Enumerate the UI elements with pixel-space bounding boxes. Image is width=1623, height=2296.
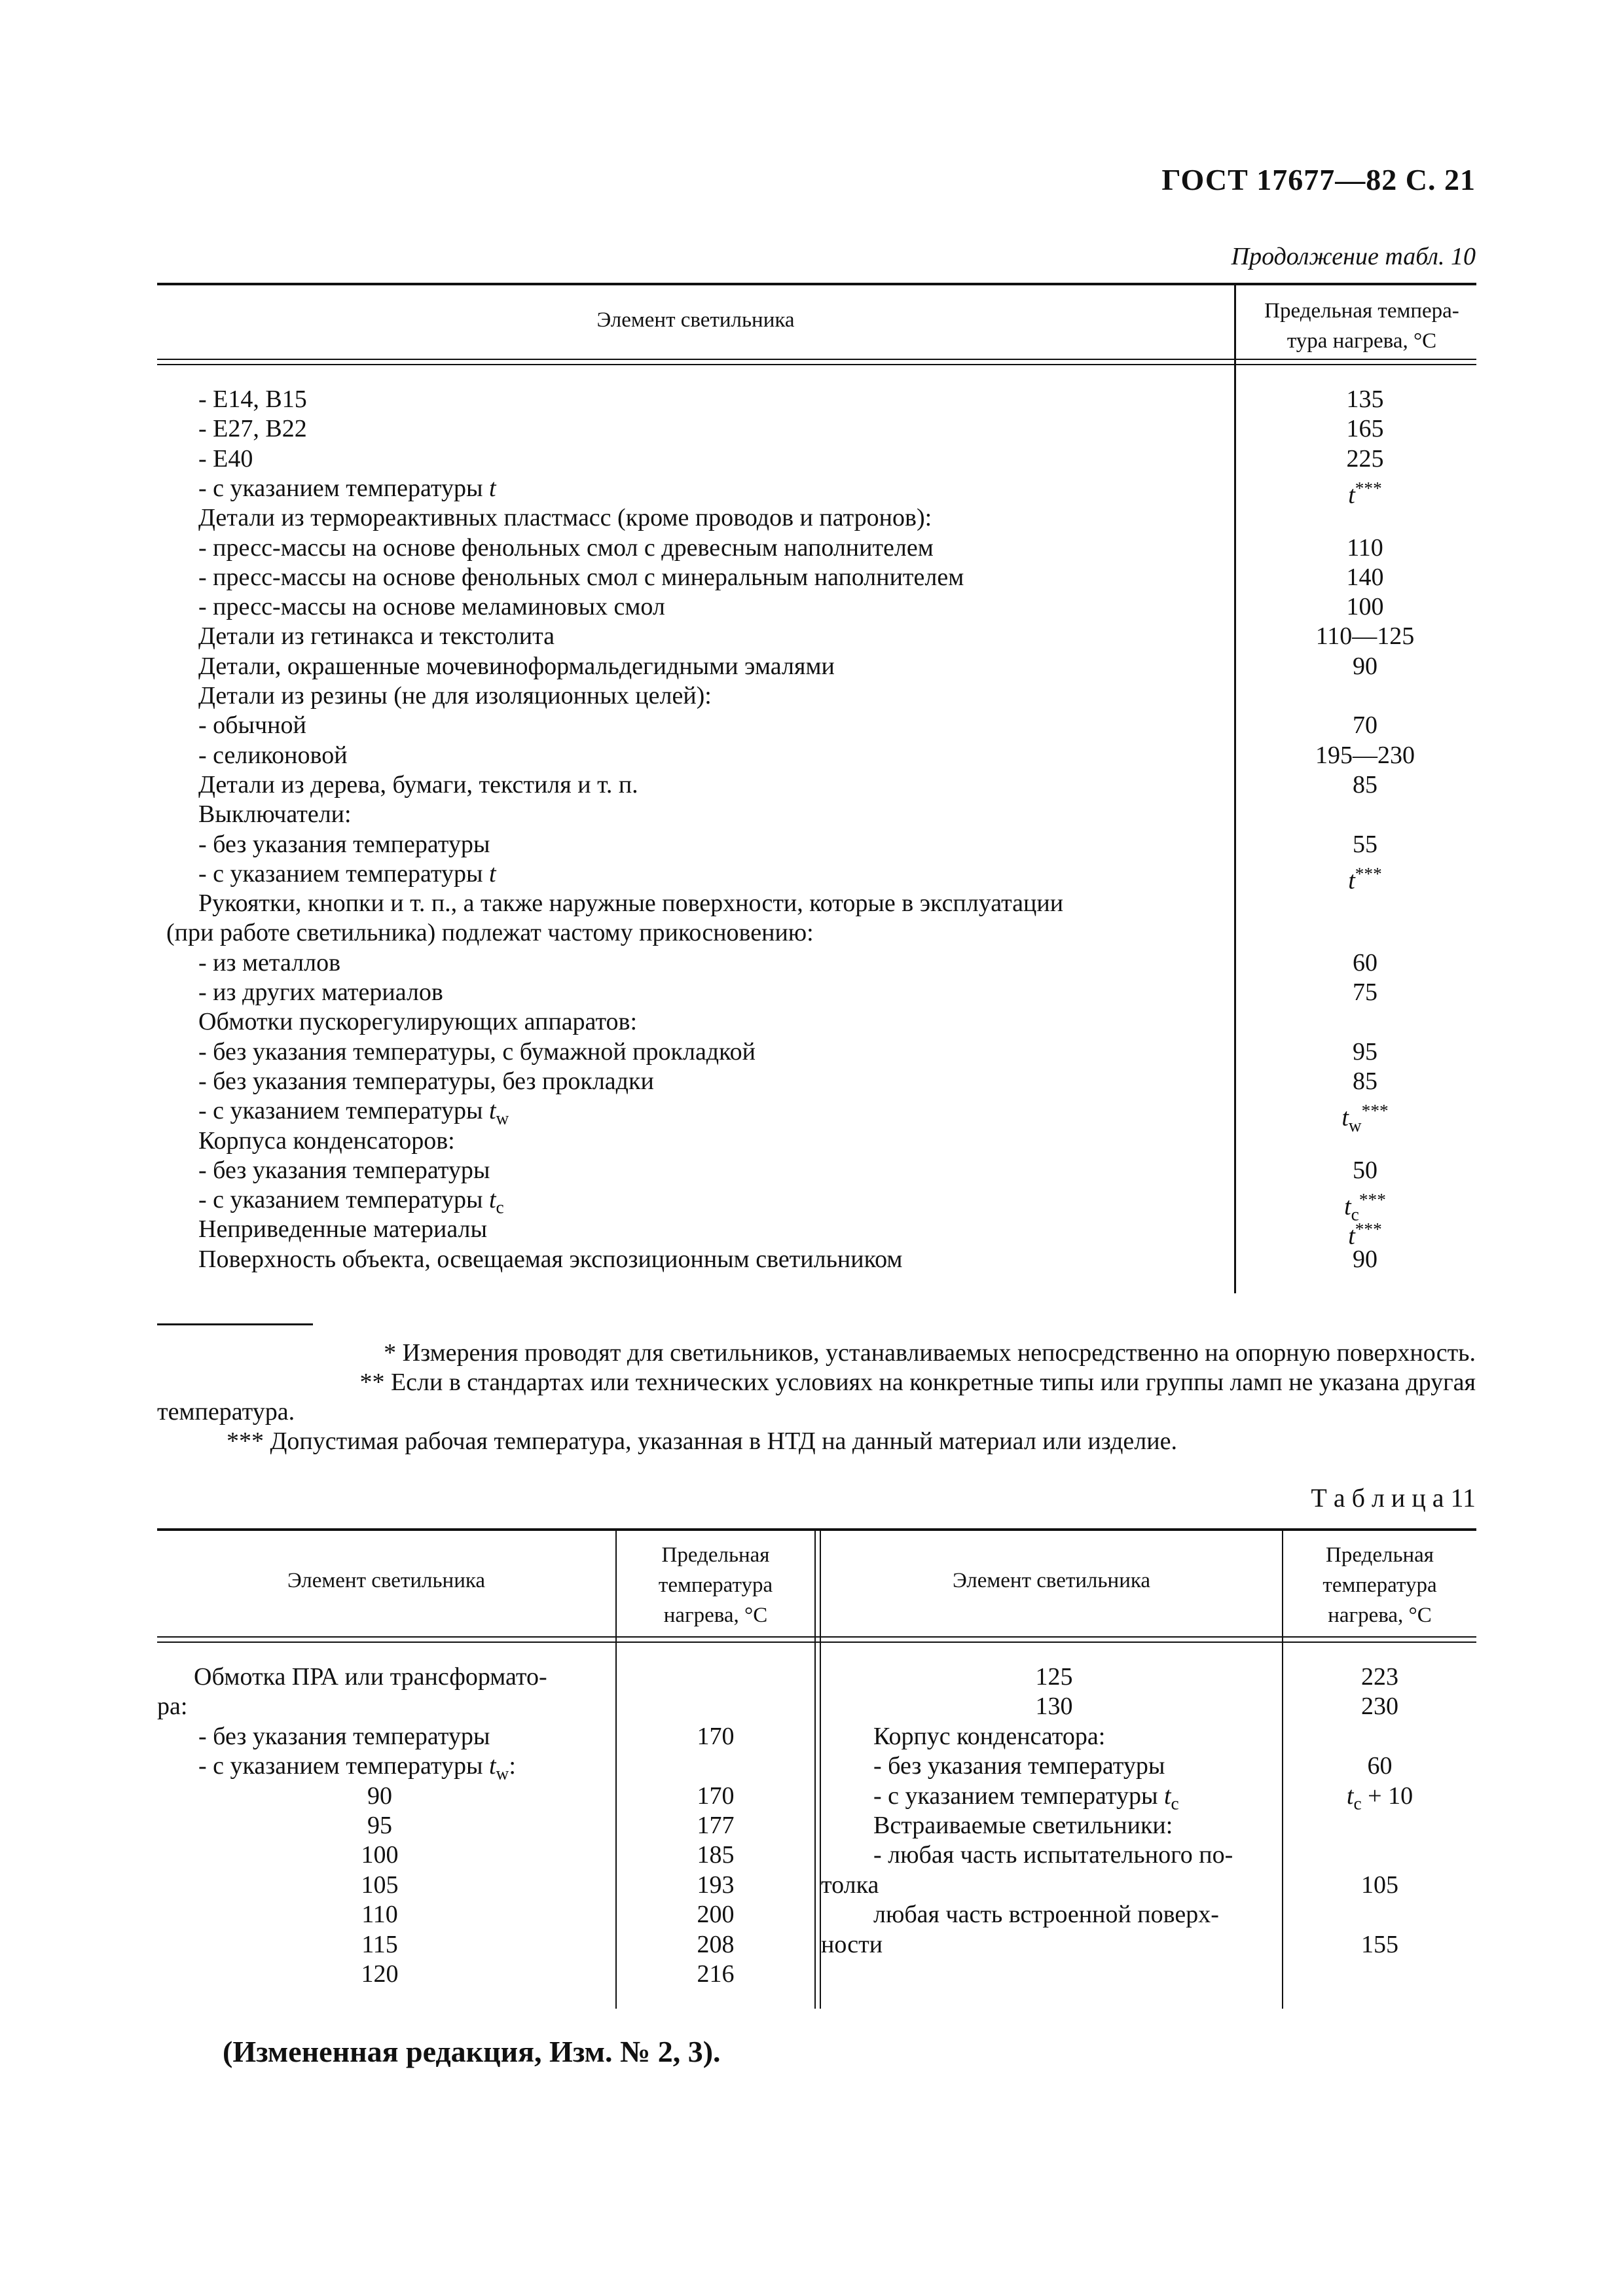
table11-right-row-text: - с указанием температуры <box>873 1782 1158 1810</box>
table11-right-row-text: - любая часть испытательного по- <box>873 1841 1233 1869</box>
table10-row-value: 70 <box>1353 711 1377 740</box>
table10-row-text: Детали из резины (не для изоляционных целей): <box>198 682 712 709</box>
table11-left-temperature <box>617 1930 814 1960</box>
table11-left-element <box>314 1960 445 1989</box>
table10-row-element <box>198 1037 756 1067</box>
table10-row-element <box>198 1126 455 1156</box>
table10-row-element <box>198 741 348 770</box>
table10-header-rule-1 <box>157 359 1476 360</box>
table11-left-element <box>314 1782 445 1811</box>
table10-row-text: - без указания температуры, с бумажной прокладкой <box>198 1037 756 1066</box>
table11-left-row-text: - без указания температуры <box>198 1722 490 1750</box>
table10-row-temperature <box>1241 652 1489 681</box>
table11-right-row-value: 230 <box>1361 1693 1398 1721</box>
table11-left-row-text: - с указанием температуры <box>198 1752 483 1780</box>
table10-row-symbol: t <box>488 1186 496 1214</box>
table11-left-temperature <box>617 1871 814 1900</box>
table10-row-element <box>198 1007 637 1037</box>
table11-left-row-value: 200 <box>697 1901 735 1929</box>
table10-row-element <box>198 770 638 800</box>
table10-row-text: - с указанием температуры <box>198 1186 483 1214</box>
table10-row-temperature <box>1241 1245 1489 1274</box>
table10-row-element <box>198 533 934 563</box>
table10-row-element <box>198 385 307 414</box>
table10-row <box>0 978 1623 1007</box>
table10-row <box>0 1007 1623 1037</box>
table10-row-temperature <box>1241 1037 1489 1067</box>
table10-row-element <box>198 978 443 1007</box>
footnote-2-continued: температура. <box>157 1398 295 1426</box>
table11-left-row-value: 193 <box>697 1871 735 1899</box>
table10-row <box>0 1215 1623 1251</box>
table11-right-row-symbol-sub: c <box>1171 1793 1179 1814</box>
table10-row-text: - обычной <box>198 711 306 740</box>
table11-header-temperature-left <box>617 1540 814 1630</box>
table11-top-rule <box>157 1528 1476 1531</box>
table11-left-element <box>314 1840 445 1870</box>
table10-row-temperature <box>1241 444 1489 474</box>
table10-row <box>0 889 1623 918</box>
table10-row-temperature <box>1241 533 1489 563</box>
table10-row-text: Поверхность объекта, освещаемая экспозиционным светильником <box>198 1245 903 1273</box>
table10-row-text: Детали из термореактивных пластмасс (кроме проводов и патронов): <box>198 504 932 532</box>
table10-row <box>0 770 1623 800</box>
page-header: ГОСТ 17677—82 С. 21 <box>1161 163 1476 196</box>
table11-right-element <box>821 1930 883 1960</box>
table10-row <box>0 948 1623 978</box>
table10-row-value-sub: c <box>1351 1204 1359 1225</box>
table10-row-symbol: t <box>488 1097 496 1125</box>
table10-row-element <box>198 711 306 740</box>
table10-row-text: Детали из дерева, бумаги, текстиля и т. п. <box>198 770 638 798</box>
table10-row-text: - Е40 <box>198 444 253 473</box>
table11-right-row-value: 223 <box>1361 1663 1398 1691</box>
table10-row-value-mark: *** <box>1361 1101 1389 1121</box>
table11-right-row-value-sub: c <box>1353 1793 1362 1814</box>
table10-row <box>0 652 1623 681</box>
table11-right-row-text: ности <box>821 1930 883 1958</box>
table10-row-value: 55 <box>1353 830 1377 858</box>
table11-left-element <box>314 1930 445 1960</box>
table10-header-temperature <box>1237 296 1486 356</box>
table11-left-row-text: 115 <box>361 1930 398 1958</box>
table11-left-row-text: ра: <box>157 1693 188 1721</box>
table11-left-element <box>194 1662 547 1692</box>
table10-row-text: - с указанием температуры <box>198 859 483 888</box>
table11-header-rule-1 <box>157 1636 1476 1638</box>
table10-row-element <box>198 1215 487 1244</box>
table10-row-text: Корпуса конденсаторов: <box>198 1126 455 1155</box>
table10-row-temperature <box>1241 711 1489 740</box>
table11-left-element <box>314 1871 445 1900</box>
table11-right-element <box>873 1811 1173 1840</box>
table11-header-temperature-right <box>1283 1540 1476 1630</box>
table10-row <box>0 503 1623 533</box>
table10-row-text: (при работе светильника) подлежат частому прикосновению: <box>166 919 814 947</box>
table11-left-row-value: 216 <box>697 1960 735 1988</box>
table10-row-value: t <box>1348 1223 1355 1251</box>
table10-row-text: Неприведенные материалы <box>198 1215 488 1244</box>
table10-row-symbol-sub: c <box>496 1197 504 1217</box>
table11-header-temp-left-line1: Предельная <box>661 1543 770 1567</box>
table11-header-rule-2 <box>157 1641 1476 1643</box>
table10-row-temperature <box>1241 622 1489 651</box>
table11-left-element <box>314 1811 445 1840</box>
table10-row-text: Детали из гетинакса и текстолита <box>198 622 555 651</box>
table10-row-element <box>198 414 307 444</box>
table10-row-value: 95 <box>1353 1037 1377 1066</box>
table10-row-text: - Е14, В15 <box>198 386 307 413</box>
table10-row-value: 165 <box>1346 415 1384 443</box>
table11-left-row-text: 110 <box>361 1901 398 1929</box>
table10-row-value: 100 <box>1346 593 1384 621</box>
footnote-1: * Измерения проводят для светильников, устанавливаемых непосредственно на опорную поверхность. <box>384 1339 1476 1367</box>
table11-left-element <box>198 1722 490 1751</box>
table10-row-element <box>198 681 712 711</box>
table11-header-temp-right-line2: температура <box>1322 1573 1437 1597</box>
table10-row-element <box>198 1067 654 1096</box>
table10-row <box>0 1037 1623 1067</box>
table11-left-element <box>157 1692 187 1721</box>
table10-row-text: - из металлов <box>198 948 341 977</box>
table10-row-value-sub: w <box>1348 1115 1362 1136</box>
table11-left-row-text: 105 <box>361 1871 399 1899</box>
table11-left-row-text: 100 <box>361 1841 399 1869</box>
table10-row-value: t <box>1341 1103 1349 1132</box>
table10-header-temperature-line1: Предельная темпера- <box>1264 299 1459 323</box>
table11-right-row-text: любая часть встроенной поверх- <box>873 1901 1219 1929</box>
table10-header-element: Элемент светильника <box>596 308 795 332</box>
table10-top-rule <box>157 283 1476 285</box>
table10-row-element <box>198 889 1063 918</box>
table11-left-row-value: 177 <box>697 1812 735 1839</box>
table11-header-temp-left-line3: нагрева, °С <box>663 1604 768 1627</box>
table10-row-value: t <box>1344 1193 1351 1221</box>
table10-row-temperature <box>1241 830 1489 859</box>
table10-row-element <box>198 622 555 651</box>
table10-row <box>0 563 1623 592</box>
table10-row-value: t <box>1348 481 1355 509</box>
table10-header-temperature-line2: тура нагрева, °С <box>1286 329 1437 353</box>
table10-row <box>0 1096 1623 1136</box>
table11-right-element <box>873 1722 1105 1751</box>
table10-row-text: Рукоятки, кнопки и т. п., а также наружные поверхности, которые в эксплуатации <box>198 889 1064 918</box>
table10-row-symbol: t <box>488 859 496 888</box>
table10-row-text: - селиконовой <box>198 741 348 769</box>
table-continuation-label: Продолжение табл. 10 <box>1231 243 1476 270</box>
table10-row-value: 50 <box>1353 1156 1377 1184</box>
table11-left-row-value: 170 <box>697 1782 735 1810</box>
table11-header-temp-right-line1: Предельная <box>1326 1543 1434 1567</box>
table11-right-row-value: 155 <box>1361 1930 1398 1958</box>
table10-row-value: 75 <box>1353 978 1377 1006</box>
table11-right-element <box>873 1900 1219 1929</box>
table10-row-value: 110 <box>1347 533 1383 562</box>
table10-row-value: 85 <box>1353 770 1377 798</box>
table11-left-element <box>314 1900 445 1929</box>
table10-row-value: 135 <box>1346 386 1384 413</box>
table11-right-row-value-tail: + 10 <box>1361 1782 1413 1810</box>
table10-row <box>0 533 1623 563</box>
table10-row-value: 195—230 <box>1315 741 1415 769</box>
table10-row-text: - из других материалов <box>198 978 443 1006</box>
table10-row-element <box>198 444 253 474</box>
table10-row-text: - без указания температуры <box>198 830 490 858</box>
table10-row <box>0 1067 1623 1096</box>
table11-left-row-text: 95 <box>367 1812 392 1839</box>
table10-row-temperature <box>1241 978 1489 1007</box>
footnote-2: ** Если в стандартах или технических условиях на конкретные типы или группы ламп не указана другая <box>359 1369 1476 1396</box>
table10-row <box>0 830 1623 859</box>
table10-row-text: Детали, окрашенные мочевиноформальдегидными эмалями <box>198 652 835 680</box>
table10-row <box>0 474 1623 509</box>
table10-row-value-mark: *** <box>1355 1219 1382 1240</box>
table11-left-temperature <box>617 1900 814 1929</box>
table11-header-element-right: Элемент светильника <box>952 1569 1151 1592</box>
table10-row-element <box>198 652 835 681</box>
table10-row <box>0 800 1623 829</box>
table10-row <box>0 681 1623 711</box>
table10-row-element <box>198 563 964 592</box>
table10-row-text: - пресс-массы на основе меламиновых смол <box>198 593 665 621</box>
table10-row-text: - Е27, В22 <box>198 415 307 443</box>
table10-row <box>0 622 1623 651</box>
table10-row-temperature <box>1241 563 1489 592</box>
table11-right-element <box>989 1692 1120 1721</box>
table10-row-temperature <box>1241 414 1489 444</box>
table11-right-element <box>821 1871 879 1900</box>
table11-right-row-text: Встраиваемые светильники: <box>873 1812 1173 1839</box>
table10-row <box>0 444 1623 474</box>
table10-row-value: 90 <box>1353 1245 1377 1273</box>
table10-row-value-mark: *** <box>1359 1190 1386 1210</box>
table11-left-row-symbol: t <box>488 1752 496 1780</box>
table11-right-temperature <box>1283 1692 1476 1721</box>
footnote-separator <box>157 1323 313 1325</box>
table10-row-element <box>198 830 490 859</box>
table10-row-value: 110—125 <box>1315 622 1415 651</box>
table11-right-row-value: 105 <box>1361 1871 1398 1899</box>
table10-row <box>0 918 1623 948</box>
table10-row-temperature <box>1241 1156 1489 1185</box>
table11-left-row-text: Обмотка ПРА или трансформато- <box>194 1663 547 1691</box>
table10-row-element <box>166 918 814 948</box>
table11-right-row-value: 60 <box>1367 1752 1393 1780</box>
table11-right-row-text: Корпус конденсатора: <box>873 1722 1106 1750</box>
table11-right-temperature <box>1283 1930 1476 1960</box>
table10-row-value: 85 <box>1353 1067 1377 1095</box>
table10-row <box>0 592 1623 622</box>
table11-right-row-value: t <box>1346 1782 1354 1810</box>
table10-row-temperature <box>1241 385 1489 414</box>
table10-row-element <box>198 859 496 889</box>
table10-row-temperature <box>1241 948 1489 978</box>
table10-row-temperature <box>1241 592 1489 622</box>
table10-row-element <box>198 503 932 533</box>
table11-left-row-value: 208 <box>697 1930 735 1958</box>
table11-right-row-symbol: t <box>1163 1782 1171 1810</box>
table11-caption: Т а б л и ц а 11 <box>1311 1483 1476 1513</box>
table10-row <box>0 385 1623 414</box>
table10-row-value: t <box>1348 867 1355 895</box>
table11-left-row-symbol-sub: w <box>496 1763 509 1784</box>
table10-row-symbol-sub: w <box>496 1108 509 1128</box>
table11-header-temp-left-line2: температура <box>658 1573 773 1597</box>
table10-row-element <box>198 1156 490 1185</box>
table11-header-temp-right-line3: нагрева, °С <box>1328 1604 1432 1627</box>
table10-row-element <box>198 592 665 622</box>
table10-row-value: 60 <box>1353 948 1377 977</box>
table11-right-element <box>873 1751 1165 1781</box>
table10-row-text: - без указания температуры <box>198 1156 490 1184</box>
table11-left-temperature <box>617 1840 814 1870</box>
table11-right-row-text: толка <box>821 1871 879 1899</box>
table11-right-element <box>989 1662 1120 1692</box>
table10-row-temperature <box>1241 741 1489 770</box>
table10-row <box>0 859 1623 895</box>
table11-right-element <box>873 1840 1233 1870</box>
table10-row-temperature <box>1241 770 1489 800</box>
table11-left-temperature <box>617 1722 814 1751</box>
table11-right-temperature <box>1283 1871 1476 1900</box>
table10-row <box>0 1185 1623 1225</box>
table10-row-text: - без указания температуры, без прокладки <box>198 1067 654 1095</box>
table10-row-value: 225 <box>1346 444 1384 473</box>
table10-row <box>0 711 1623 740</box>
table10-row-value-mark: *** <box>1355 863 1382 884</box>
table10-row <box>0 741 1623 770</box>
table11-left-temperature <box>617 1782 814 1811</box>
amendment-note: (Измененная редакция, Изм. № 2, 3). <box>223 2035 721 2068</box>
table11-left-row-text: 120 <box>361 1960 399 1988</box>
table10-row-temperature <box>1241 1067 1489 1096</box>
table11-left-temperature <box>617 1811 814 1840</box>
table11-divider-2a <box>814 1531 816 2009</box>
table11-right-row-text: 125 <box>1035 1663 1073 1691</box>
table11-right-row-text: - без указания температуры <box>873 1752 1165 1780</box>
table11-right-temperature <box>1283 1782 1476 1819</box>
table10-row-text: Выключатели: <box>198 800 352 829</box>
table11-left-row-tail: : <box>509 1752 516 1780</box>
table10-row-value: 140 <box>1346 563 1384 591</box>
table10-header-rule-2 <box>157 364 1476 365</box>
table10-row-element <box>198 1245 902 1274</box>
table10-row-element <box>198 474 496 503</box>
table10-row-text: - с указанием температуры <box>198 1097 483 1125</box>
table10-row <box>0 414 1623 444</box>
table11-left-row-value: 170 <box>697 1722 735 1750</box>
table11-left-row-value: 185 <box>697 1841 735 1869</box>
table10-row-text: - пресс-массы на основе фенольных смол с минеральным наполнителем <box>198 563 964 591</box>
table10-row <box>0 1156 1623 1185</box>
table10-row-value: 90 <box>1353 652 1377 680</box>
table10-row-value-mark: *** <box>1355 478 1382 498</box>
table10-row-text: - пресс-массы на основе фенольных смол с древесным наполнителем <box>198 533 934 562</box>
table10-row-symbol: t <box>488 474 496 502</box>
table11-left-row-text: 90 <box>367 1782 392 1810</box>
table10-row-text: - с указанием температуры <box>198 474 483 502</box>
footnote-3: *** Допустимая рабочая температура, указанная в НТД на данный материал или изделие. <box>227 1427 1177 1455</box>
table10-row <box>0 1245 1623 1274</box>
table10-row-element <box>198 800 352 829</box>
table11-right-temperature <box>1283 1751 1476 1781</box>
table11-right-temperature <box>1283 1662 1476 1692</box>
table11-header-element-left: Элемент светильника <box>287 1569 486 1592</box>
table11-right-row-text: 130 <box>1035 1693 1073 1721</box>
table11-left-temperature <box>617 1960 814 1989</box>
table10-row <box>0 1126 1623 1156</box>
table10-row-element <box>198 948 340 978</box>
table10-row-text: Обмотки пускорегулирующих аппаратов: <box>198 1008 638 1036</box>
